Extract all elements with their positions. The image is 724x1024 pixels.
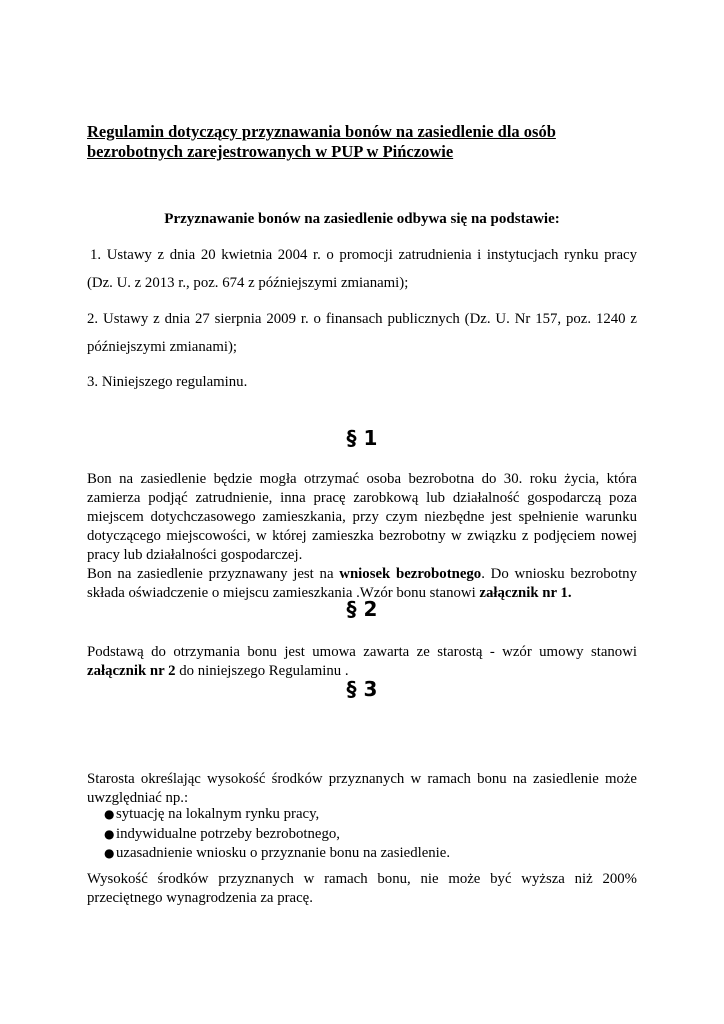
intro-heading: Przyznawanie bonów na zasiedlenie odbywa się na podstawie: xyxy=(164,211,560,227)
legal-basis-text: Ustawy z dnia 20 kwietnia 2004 r. o promocji zatrudnienia i instytucjach rynku pracy (Dz. U. z 2013 r., poz. 674 z późniejszymi zmianami); xyxy=(87,247,638,291)
list-item-text: sytuację na lokalnym rynku pracy, xyxy=(116,806,320,822)
bold-text-run: wniosek bezrobotnego xyxy=(339,566,482,582)
legal-basis-number: 1. xyxy=(90,247,102,263)
attachment-2-reference: załącznik nr 2 xyxy=(87,663,176,679)
legal-basis-item xyxy=(87,368,637,396)
section-3-heading: § 3 xyxy=(346,677,378,701)
section-1-heading: § 1 xyxy=(346,426,378,450)
bullet-icon: ● xyxy=(104,807,115,821)
legal-basis-item xyxy=(87,305,637,361)
section-2-paragraph xyxy=(87,643,637,681)
text-run: do niniejszego Regulaminu . xyxy=(175,663,349,679)
list-item xyxy=(87,844,637,864)
list-item-text: indywidualne potrzeby bezrobotnego, xyxy=(116,825,340,842)
text-run: . Do wniosku bezrobotny składa oświadczenie o miejscu zamieszkania .Wzór bonu stanowi xyxy=(87,566,637,601)
section-3-closing: Wysokość środków przyznanych w ramach bonu, nie może być wyższa niż 200% przeciętnego wynagrodzenia za pracę. xyxy=(87,871,637,906)
document-title: Regulamin dotyczący przyznawania bonów na zasiedlenie dla osób bezrobotnych zarejestrowanych w PUP w Pińczowie xyxy=(87,122,556,161)
attachment-1-reference: załącznik nr 1. xyxy=(479,585,572,601)
list-item xyxy=(87,825,637,845)
legal-basis-item xyxy=(87,241,637,297)
legal-basis-text: Ustawy z dnia 27 sierpnia 2009 r. o finansach publicznych (Dz. U. Nr 157, poz. 1240 z późniejszymi zmianami); xyxy=(87,311,638,355)
legal-basis-text: Niniejszego regulaminu. xyxy=(101,374,248,390)
bullet-icon: ● xyxy=(104,846,115,860)
criteria-list xyxy=(87,805,637,864)
section-3-intro: Starosta określając wysokość środków przyznanych w ramach bonu na zasiedlenie może uwzględniać np.: xyxy=(87,771,637,806)
list-item xyxy=(87,805,637,825)
text-run: Podstawą do otrzymania bonu jest umowa zawarta ze starostą - wzór umowy stanowi xyxy=(87,644,637,660)
list-item-text: uzasadnienie wniosku o przyznanie bonu na zasiedlenie. xyxy=(116,845,451,861)
text-run: Bon na zasiedlenie przyznawany jest na xyxy=(87,566,340,582)
section-1-paragraph-1: Bon na zasiedlenie będzie mogła otrzymać osoba bezrobotna do 30. roku życia, która zamierza podjąć zatrudnienie, inna pracę zarobkową lub działalność gospodarczą poza miejscem dotychczasowego zamieszkania, przy czym niezbędne jest spełnienie warunku dotyczącego miejscowości, w której zamieszka bezrobotny w związku z podjęciem nowej pracy lub działalności gospodarczej. xyxy=(87,471,637,563)
bullet-icon: ● xyxy=(104,826,115,841)
legal-basis-number: 2. xyxy=(87,311,99,327)
legal-basis-number: 3. xyxy=(87,374,99,390)
section-2-heading: § 2 xyxy=(346,597,378,621)
